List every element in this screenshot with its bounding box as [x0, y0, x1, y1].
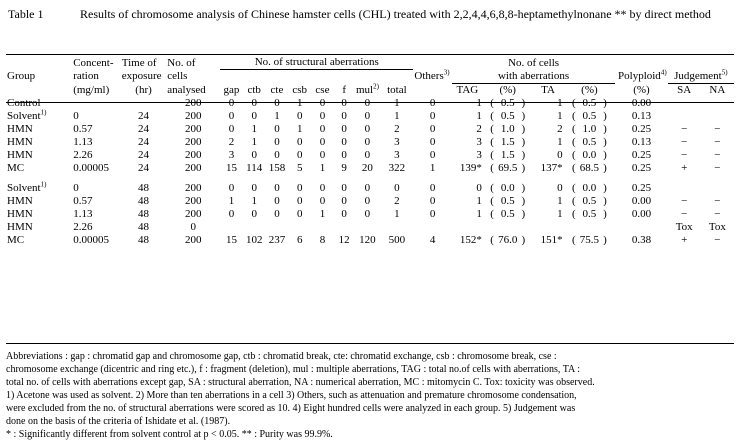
- cell-conc: 1.13: [73, 207, 93, 220]
- cell-ctb: 1: [251, 135, 257, 148]
- cell-tag: 1: [476, 109, 482, 122]
- cell-total: 2: [394, 194, 400, 207]
- cell-group: HMN: [7, 135, 33, 148]
- cell-gap: 0: [228, 109, 235, 122]
- cell-group: HMN: [7, 194, 33, 207]
- cell-ctb: 0: [251, 207, 257, 220]
- cell-csb: 0: [296, 109, 303, 122]
- footnote-line: total no. of cells with aberrations except gap, SA : structural aberration, NA : numerical aberration, MC : mitomycin C. Tox: toxicity was observed.: [6, 377, 595, 388]
- cells-with-aberr-header-1: No. of cells: [508, 56, 560, 69]
- cell-cells: 200: [184, 207, 202, 220]
- cell-others: 4: [429, 233, 436, 246]
- cell-tag: 2: [476, 122, 482, 135]
- col-tag: TAG: [456, 83, 479, 96]
- cell-cse: 0: [319, 96, 326, 109]
- cell-tag: 1: [476, 207, 482, 220]
- col-ta-pct: (%): [581, 83, 598, 96]
- cell-sa: [668, 110, 701, 123]
- cell-conc: 2.26: [73, 220, 93, 233]
- cell-tag-pct: ( 69.5 ): [490, 161, 526, 174]
- cell-ta: 0: [557, 181, 563, 194]
- cell-cse: 1: [319, 161, 326, 174]
- cell-mul: 0: [364, 148, 371, 161]
- cell-ta-pct: ( 0.5 ): [572, 194, 607, 207]
- cell-gap: [220, 221, 243, 234]
- cell-others: 1: [429, 161, 436, 174]
- cell-poly: 0.00: [631, 194, 652, 207]
- cell-time: 24: [138, 161, 150, 174]
- cell-others: 0: [429, 109, 436, 122]
- cell-tag: 152*: [459, 233, 482, 246]
- cell-mul: 0: [364, 96, 371, 109]
- cell-csb: 0: [296, 181, 303, 194]
- cell-ta-pct: ( 0.5 ): [572, 135, 607, 148]
- cell-tag-pct: ( 76.0 ): [490, 233, 526, 246]
- cell-csb: 0: [296, 148, 303, 161]
- cell-time: 48: [138, 233, 150, 246]
- cell-time: 24: [138, 109, 150, 122]
- cell-cse: 0: [319, 181, 326, 194]
- cell-others: 0: [429, 148, 436, 161]
- cell-mul: [355, 221, 381, 234]
- cell-f: 0: [341, 207, 347, 220]
- cell-poly: 0.25: [631, 161, 652, 174]
- cell-time: 24: [138, 148, 150, 161]
- cell-group: MC: [7, 161, 25, 174]
- cell-na: −: [714, 148, 721, 161]
- cell-time: 48: [138, 207, 150, 220]
- cell-cse: 1: [319, 207, 326, 220]
- cell-gap: 0: [228, 96, 235, 109]
- cell-cells: 200: [184, 122, 202, 135]
- cell-na: [701, 97, 734, 110]
- cell-na: [701, 182, 734, 195]
- cell-cte: 237: [268, 233, 286, 246]
- cells-header-2: cells: [167, 70, 188, 82]
- cells-header-3: analysed: [167, 83, 206, 96]
- cell-conc: 1.13: [73, 135, 93, 148]
- cell-conc: 0: [73, 181, 79, 194]
- table-row: [6, 234, 734, 247]
- cell-ta-pct: ( 1.0 ): [572, 122, 607, 135]
- cell-cells: 200: [184, 109, 202, 122]
- cell-cte: 0: [274, 207, 280, 220]
- cell-ta-pct: ( 0.5 ): [572, 109, 607, 122]
- cell-poly: 0.25: [631, 148, 652, 161]
- bottom-rule: [6, 343, 734, 344]
- cell-tag: 0: [476, 181, 482, 194]
- col-tag-pct: (%): [499, 83, 516, 96]
- table-caption: [8, 6, 733, 22]
- cell-na: −: [714, 233, 721, 246]
- cell-ctb: 0: [251, 109, 257, 122]
- cell-ta: 1: [557, 135, 563, 148]
- col-gap: gap: [223, 83, 240, 96]
- cell-conc: 0.00005: [73, 233, 109, 246]
- col-na: NA: [709, 83, 726, 96]
- cell-gap: 2: [228, 135, 235, 148]
- footnote-line: chromosome exchange (dicentric and ring etc.), f : fragment (deletion), mul : multiple aberrations, TAG : total no.of cells with aberrations, TA :: [6, 364, 580, 375]
- cell-ta-pct: ( 0.5 ): [572, 96, 607, 109]
- cell-csb: [288, 221, 311, 234]
- cell-ctb: 102: [245, 233, 263, 246]
- cell-cells: 200: [184, 181, 202, 194]
- cell-tag-pct: ( 0.5 ): [490, 96, 526, 109]
- cells-with-aberr-header-2: with aberrations: [452, 70, 615, 84]
- table-row: [6, 208, 734, 221]
- cell-conc: 0.00005: [73, 161, 109, 174]
- cell-group: HMN: [7, 207, 33, 220]
- cell-group: Solvent$^{1)}$: [7, 179, 47, 194]
- cell-total: 322: [388, 161, 406, 174]
- cell-sa: −: [681, 122, 688, 135]
- conc-header-3: (mg/ml): [73, 83, 110, 96]
- cell-total: 1: [394, 96, 400, 109]
- cell-cells: 200: [184, 233, 202, 246]
- col-f: f: [342, 83, 346, 96]
- cell-time: 48: [138, 220, 150, 233]
- cell-conc: [72, 97, 121, 110]
- cell-group: MC: [7, 233, 25, 246]
- cell-time: 24: [138, 135, 150, 148]
- cell-tag-pct: ( 1.0 ): [490, 122, 526, 135]
- col-cte: cte: [270, 83, 284, 96]
- col-csb: csb: [292, 83, 308, 96]
- cell-conc: 0: [73, 109, 79, 122]
- cell-mul: 120: [359, 233, 376, 246]
- cell-f: 0: [341, 122, 347, 135]
- cell-time: 48: [138, 194, 150, 207]
- cell-f: 0: [341, 135, 347, 148]
- cell-tag: [452, 221, 483, 234]
- cell-f: 0: [341, 96, 347, 109]
- cell-tag: 139*: [459, 161, 482, 174]
- table-row: [6, 123, 734, 136]
- judgement-header: Judgement$^{5)}$: [668, 70, 734, 84]
- cell-na: −: [714, 122, 721, 135]
- cell-f: 12: [338, 233, 350, 246]
- footnote-line: 1) Acetone was used as solvent. 2) More than ten aberrations in a cell 3) Others, such as attenuation and premature chromosome condensation,: [6, 390, 577, 401]
- cell-poly: [615, 221, 667, 234]
- cell-ta-pct: ( 0.0 ): [572, 148, 607, 161]
- cell-others: 0: [429, 135, 436, 148]
- cell-time: [121, 97, 167, 110]
- cell-csb: 0: [296, 135, 303, 148]
- cell-cte: 0: [274, 148, 280, 161]
- table-body: [6, 97, 734, 247]
- conc-header-2: ration: [73, 70, 99, 82]
- cell-others: 0: [429, 181, 436, 194]
- footnote-line: were excluded from the no. of structural aberrations were scored as 10. 4) Eight hundred cells were analyzed in each group. 5) Judgement was: [6, 403, 576, 414]
- cell-mul: 0: [364, 194, 371, 207]
- col-ctb: ctb: [247, 83, 261, 96]
- cell-ta-pct: ( 68.5 ): [572, 161, 607, 174]
- cell-group: HMN: [7, 220, 33, 233]
- cell-sa: +: [681, 161, 688, 174]
- table-row: [6, 162, 734, 175]
- col-sa: SA: [677, 83, 692, 96]
- cell-na: −: [714, 207, 721, 220]
- table-row: [6, 97, 734, 110]
- cell-ta: 1: [557, 109, 563, 122]
- footnote-line: * : Significantly different from solvent control at p < 0.05. ** : Purity was 99.9%.: [6, 429, 333, 440]
- cells-header-1: No. of: [167, 56, 196, 69]
- cell-ctb: 1: [251, 122, 257, 135]
- cell-cells: 200: [184, 96, 202, 109]
- cell-tag-pct: ( 0.0 ): [490, 181, 526, 194]
- table-header: [6, 56, 734, 97]
- others-header: Others$^{3)}$: [414, 68, 450, 82]
- cell-cells: 200: [184, 161, 202, 174]
- cell-poly: 0.25: [631, 181, 652, 194]
- cell-cte: 1: [274, 109, 280, 122]
- cell-ta-pct: ( 0.5 ): [572, 207, 607, 220]
- cell-sa: [668, 182, 701, 195]
- cell-ta: 2: [557, 122, 563, 135]
- cell-mul: 0: [364, 207, 371, 220]
- cell-ta: 1: [557, 207, 563, 220]
- cell-cse: 8: [319, 233, 326, 246]
- cell-tag-pct: ( 1.5 ): [490, 148, 526, 161]
- group-header: Group: [7, 70, 36, 82]
- cell-na: −: [714, 135, 721, 148]
- cell-group: Control: [7, 96, 41, 109]
- footnote-line: done on the basis of the criteria of Ishidate et al. (1987).: [6, 416, 231, 427]
- cell-na: [701, 110, 734, 123]
- cell-total: 3: [394, 135, 400, 148]
- cell-tag: 1: [476, 194, 482, 207]
- cell-gap: 0: [228, 207, 235, 220]
- cell-csb: 1: [296, 122, 303, 135]
- cell-ctb: 114: [246, 161, 263, 174]
- cell-cse: 0: [319, 148, 326, 161]
- cell-total: 1: [394, 109, 400, 122]
- cell-f: 9: [341, 161, 347, 174]
- cell-total: 1: [394, 207, 400, 220]
- time-header-3: (hr): [135, 83, 152, 96]
- table-title: Results of chromosome analysis of Chinese hamster cells (CHL) treated with 2,2,4,4,6,8,8-heptamethylnonane ** by direct method: [80, 7, 711, 21]
- col-cse: cse: [315, 83, 330, 96]
- cell-conc: 2.26: [73, 148, 93, 161]
- cell-group: HMN: [7, 148, 33, 161]
- cell-tag-pct: ( 1.5 ): [490, 135, 526, 148]
- cell-cse: [311, 221, 334, 234]
- cell-ta-pct: [564, 221, 616, 234]
- cell-others: [413, 221, 451, 234]
- cell-ctb: 0: [251, 181, 257, 194]
- polyploid-header: Polyploid$^{4)}$: [618, 68, 667, 82]
- cell-ta-pct: ( 75.5 ): [572, 233, 607, 246]
- cell-csb: 1: [296, 96, 303, 109]
- cell-sa: [668, 97, 701, 110]
- footnotes: [6, 350, 734, 441]
- table-row: [6, 149, 734, 162]
- cell-cells: 0: [190, 220, 196, 233]
- cell-sa: −: [681, 194, 688, 207]
- cell-cte: 158: [268, 161, 286, 174]
- cell-others: 0: [429, 96, 436, 109]
- row-spacer: [6, 175, 734, 182]
- cell-csb: 0: [296, 194, 303, 207]
- cell-cte: 0: [274, 194, 280, 207]
- cell-others: 0: [429, 194, 436, 207]
- cell-others: 0: [429, 122, 436, 135]
- cell-poly: 0.38: [631, 233, 652, 246]
- cell-cte: [266, 221, 289, 234]
- cell-time: 24: [138, 122, 150, 135]
- cell-csb: 0: [296, 207, 303, 220]
- cell-tag: 3: [476, 135, 482, 148]
- cell-na: Tox: [708, 220, 726, 233]
- cell-cte: 0: [274, 122, 280, 135]
- cell-csb: 5: [296, 161, 303, 174]
- col-polyploid-unit: (%): [633, 83, 650, 96]
- table-row: [6, 221, 734, 234]
- cell-mul: 0: [364, 135, 371, 148]
- cell-poly: 0.25: [631, 122, 652, 135]
- table-row: [6, 195, 734, 208]
- cell-total: 0: [394, 181, 400, 194]
- cell-mul: 0: [364, 181, 371, 194]
- cell-ta: 151*: [540, 233, 563, 246]
- cell-f: 0: [341, 194, 347, 207]
- cell-others: 0: [429, 207, 436, 220]
- footnote-line: Abbreviations : gap : chromatid gap and chromosome gap, ctb : chromatid break, cte: chromatid exchange, csb : chromosome break, cse :: [6, 351, 557, 362]
- cell-sa: −: [681, 148, 688, 161]
- cell-tag-pct: ( 0.5 ): [490, 207, 526, 220]
- cell-na: −: [714, 161, 721, 174]
- cell-gap: 15: [225, 233, 237, 246]
- cell-gap: 0: [228, 181, 235, 194]
- cell-cse: 0: [319, 122, 326, 135]
- cell-cte: 0: [274, 135, 280, 148]
- cell-mul: 0: [364, 109, 371, 122]
- time-header-2: exposure: [121, 70, 162, 82]
- cell-tag: 1: [476, 96, 482, 109]
- cell-conc: 0.57: [73, 194, 93, 207]
- cell-tag: 3: [476, 148, 482, 161]
- cell-conc: 0.57: [73, 122, 93, 135]
- cell-ta: 0: [557, 148, 563, 161]
- cell-cte: 0: [274, 96, 280, 109]
- cell-f: 0: [341, 109, 347, 122]
- cell-f: 0: [341, 148, 347, 161]
- cell-cells: 200: [184, 194, 202, 207]
- cell-cse: 0: [319, 194, 326, 207]
- cell-cse: 0: [319, 135, 326, 148]
- cell-tag-pct: ( 0.5 ): [490, 194, 526, 207]
- cell-gap: 1: [228, 194, 235, 207]
- cell-gap: 0: [228, 122, 235, 135]
- cell-cte: 0: [274, 181, 280, 194]
- cell-ctb: [243, 221, 266, 234]
- cell-sa: +: [681, 233, 688, 246]
- col-total: total: [387, 83, 407, 96]
- col-mul: mul$^{2)}$: [355, 81, 379, 96]
- cell-poly: 0.00: [631, 207, 652, 220]
- cell-csb: 6: [296, 233, 303, 246]
- time-header-1: Time of: [121, 56, 157, 69]
- cell-sa: Tox: [675, 220, 693, 233]
- conc-header-1: Concent-: [73, 56, 114, 69]
- structural-header: No. of structural aberrations: [220, 56, 413, 70]
- cell-poly: 0.13: [631, 135, 652, 148]
- cell-total: [380, 221, 413, 234]
- cell-tag-pct: [483, 221, 533, 234]
- cell-mul: 20: [361, 161, 373, 174]
- cell-group: Solvent$^{1)}$: [7, 107, 47, 122]
- cell-f: [334, 221, 355, 234]
- cell-ta: 1: [557, 194, 563, 207]
- cell-cells: 200: [184, 148, 202, 161]
- cell-gap: 15: [225, 161, 237, 174]
- cell-mul: 0: [364, 122, 371, 135]
- cell-na: −: [714, 194, 721, 207]
- table-row: [6, 136, 734, 149]
- results-table: [6, 56, 734, 247]
- cell-sa: −: [681, 207, 688, 220]
- top-rule: [6, 54, 734, 55]
- col-ta: TA: [541, 83, 555, 96]
- cell-group: HMN: [7, 122, 33, 135]
- table-row: [6, 110, 734, 123]
- cell-poly: 0.13: [631, 109, 652, 122]
- cell-ctb: 1: [251, 194, 257, 207]
- table-row: [6, 182, 734, 195]
- cell-ctb: 0: [251, 148, 257, 161]
- cell-ta: [533, 221, 564, 234]
- cell-total: 3: [394, 148, 400, 161]
- cell-ta: 1: [557, 96, 563, 109]
- cell-f: 0: [341, 181, 347, 194]
- cell-poly: 0.00: [631, 96, 652, 109]
- cell-cells: 200: [184, 135, 202, 148]
- cell-gap: 3: [228, 148, 235, 161]
- cell-total: 2: [394, 122, 400, 135]
- cell-cse: 0: [319, 109, 326, 122]
- cell-total: 500: [388, 233, 406, 246]
- table-number: Table 1: [8, 7, 44, 21]
- cell-ta: 137*: [540, 161, 563, 174]
- cell-ctb: 0: [251, 96, 257, 109]
- cell-ta-pct: ( 0.0 ): [572, 181, 607, 194]
- cell-tag-pct: ( 0.5 ): [490, 109, 526, 122]
- cell-time: 48: [138, 181, 150, 194]
- cell-sa: −: [681, 135, 688, 148]
